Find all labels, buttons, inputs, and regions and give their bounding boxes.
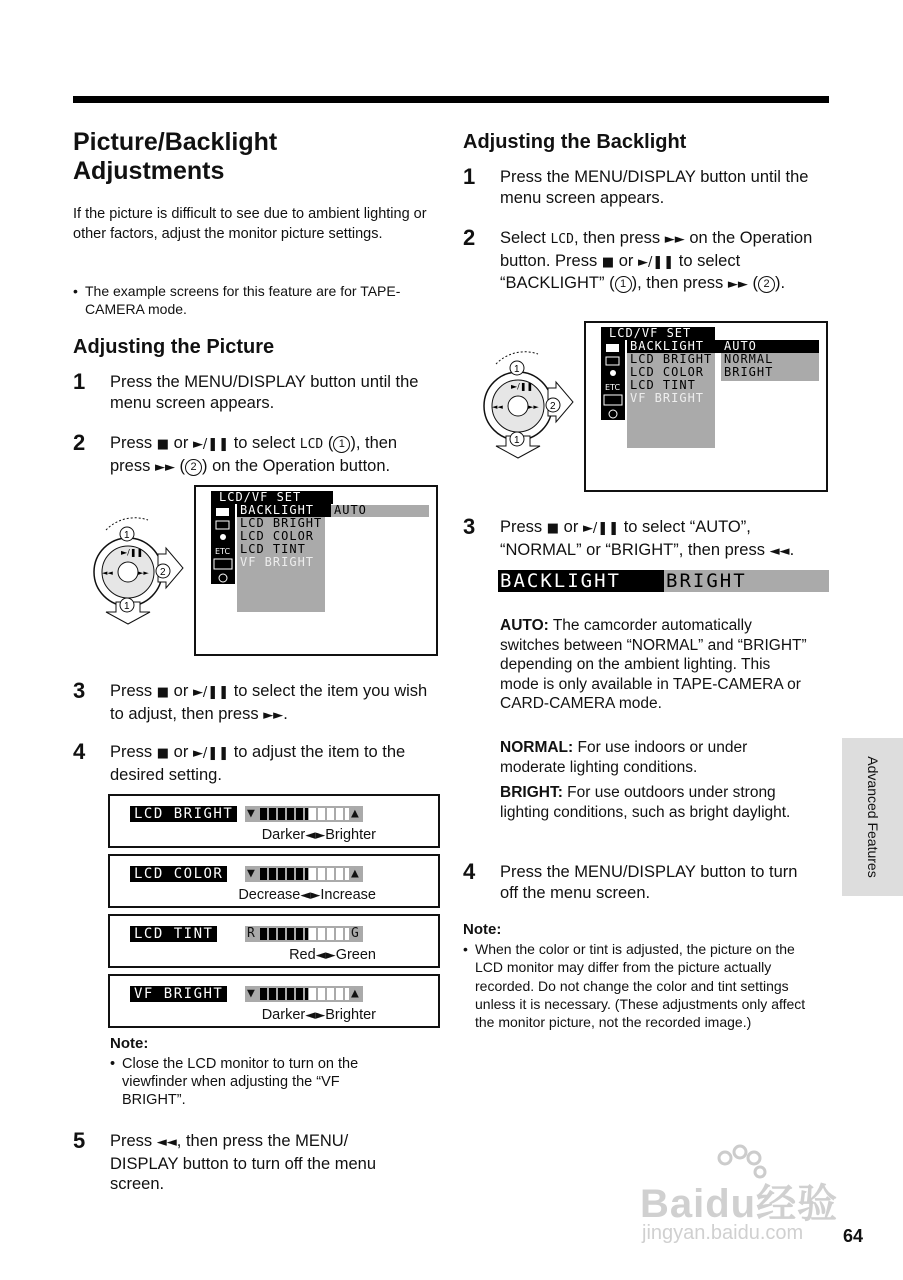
svg-text:LCD: LCD <box>215 561 230 569</box>
adjust-screen-lcd-bright: LCD BRIGHT ▼ ▲ Darker◄►Brighter <box>108 794 440 848</box>
mode-auto: AUTO: The camcorder automatically switches between “NORMAL” and “BRIGHT” depending on the ambient lighting. This mode is only available in TAPE-CAMERA or CARD-CAMERA mode. <box>500 617 807 712</box>
menu-side-icons <box>213 506 233 584</box>
svg-text:ETC: ETC <box>605 383 621 392</box>
svg-text:ETC: ETC <box>215 547 231 556</box>
page-number: 64 <box>843 1226 864 1246</box>
section-heading-picture: Adjusting the Picture <box>73 336 275 358</box>
adjust-screen-lcd-tint: LCD TINT R G Red◄►Green <box>108 914 440 968</box>
picture-note-title: Note: <box>110 1035 149 1052</box>
svg-text:1: 1 <box>124 530 130 541</box>
picture-note: • Close the LCD monitor to turn on the viewfinder when adjusting the “VF BRIGHT”. <box>110 1056 359 1108</box>
stop-icon: ■ <box>156 437 170 452</box>
section-heading-backlight: Adjusting the Backlight <box>463 131 687 153</box>
svg-text:1: 1 <box>514 364 520 375</box>
svg-text:2: 2 <box>160 567 166 578</box>
play-pause-icon: ►/❚❚ <box>192 437 230 452</box>
page-title: Picture/Backlight Adjustments <box>73 128 278 185</box>
mode-bright: BRIGHT: For use outdoors under strong lighting conditions, such as bright daylight. <box>500 784 791 821</box>
menu-side-icons <box>603 342 623 420</box>
svg-text:◄◄: ◄◄ <box>102 569 113 577</box>
mode-normal: NORMAL: For use indoors or under moderate lighting conditions. <box>500 739 748 776</box>
svg-text:1: 1 <box>514 435 520 446</box>
menu-screen-picture: LCD/VF SET BACKLIGHT LCD BRIGHT LCD COLOR LCD TINT VF BRIGHT AUTO ETC LCD <box>194 485 438 656</box>
svg-text:►/❚❚: ►/❚❚ <box>121 548 144 557</box>
menu-screen-backlight: LCD/VF SET BACKLIGHT LCD BRIGHT LCD COLOR LCD TINT VF BRIGHT AUTO NORMAL BRIGHT ETC LCD <box>584 321 828 492</box>
operation-button-icon <box>478 346 578 461</box>
svg-text:►►: ►► <box>528 403 539 411</box>
intro-bullet: • The example screens for this feature are for TAPE-CAMERA mode. <box>73 283 401 317</box>
lcd-icon: LCD <box>299 437 324 452</box>
backlight-note: • When the color or tint is adjusted, the picture on the LCD monitor may differ from the picture actually recorded. Do not change the color and tint settings unless it is necessary. (These adjustments only affect the monitor picture, not the recorded image.) <box>463 941 806 1031</box>
rewind-icon: ◄◄ <box>156 1135 177 1150</box>
svg-text:1: 1 <box>124 601 130 612</box>
svg-text:◄◄: ◄◄ <box>492 403 503 411</box>
circle-1-icon: 1 <box>333 436 350 453</box>
svg-text:2: 2 <box>550 401 556 412</box>
side-tab: Advanced Features <box>842 738 903 896</box>
backlight-bar: BACKLIGHT BRIGHT <box>498 570 829 592</box>
operation-button-icon <box>88 512 188 627</box>
adjust-screen-lcd-color: LCD COLOR ▼ ▲ Decrease◄►Increase <box>108 854 440 908</box>
backlight-note-title: Note: <box>463 921 502 938</box>
intro-text: If the picture is difficult to see due to ambient lighting or other factors, adjust the monitor picture settings. <box>73 206 427 242</box>
header-rule <box>73 96 829 103</box>
svg-text:►►: ►► <box>138 569 149 577</box>
fast-forward-icon: ►► <box>154 459 175 475</box>
adjust-screen-vf-bright: VF BRIGHT ▼ ▲ Darker◄►Brighter <box>108 974 440 1028</box>
circle-2-icon: 2 <box>185 459 202 476</box>
watermark-logo: Baidu经验 jingyan.baidu.com <box>640 1140 840 1240</box>
svg-text:LCD: LCD <box>605 397 620 405</box>
svg-text:►/❚❚: ►/❚❚ <box>511 382 534 391</box>
